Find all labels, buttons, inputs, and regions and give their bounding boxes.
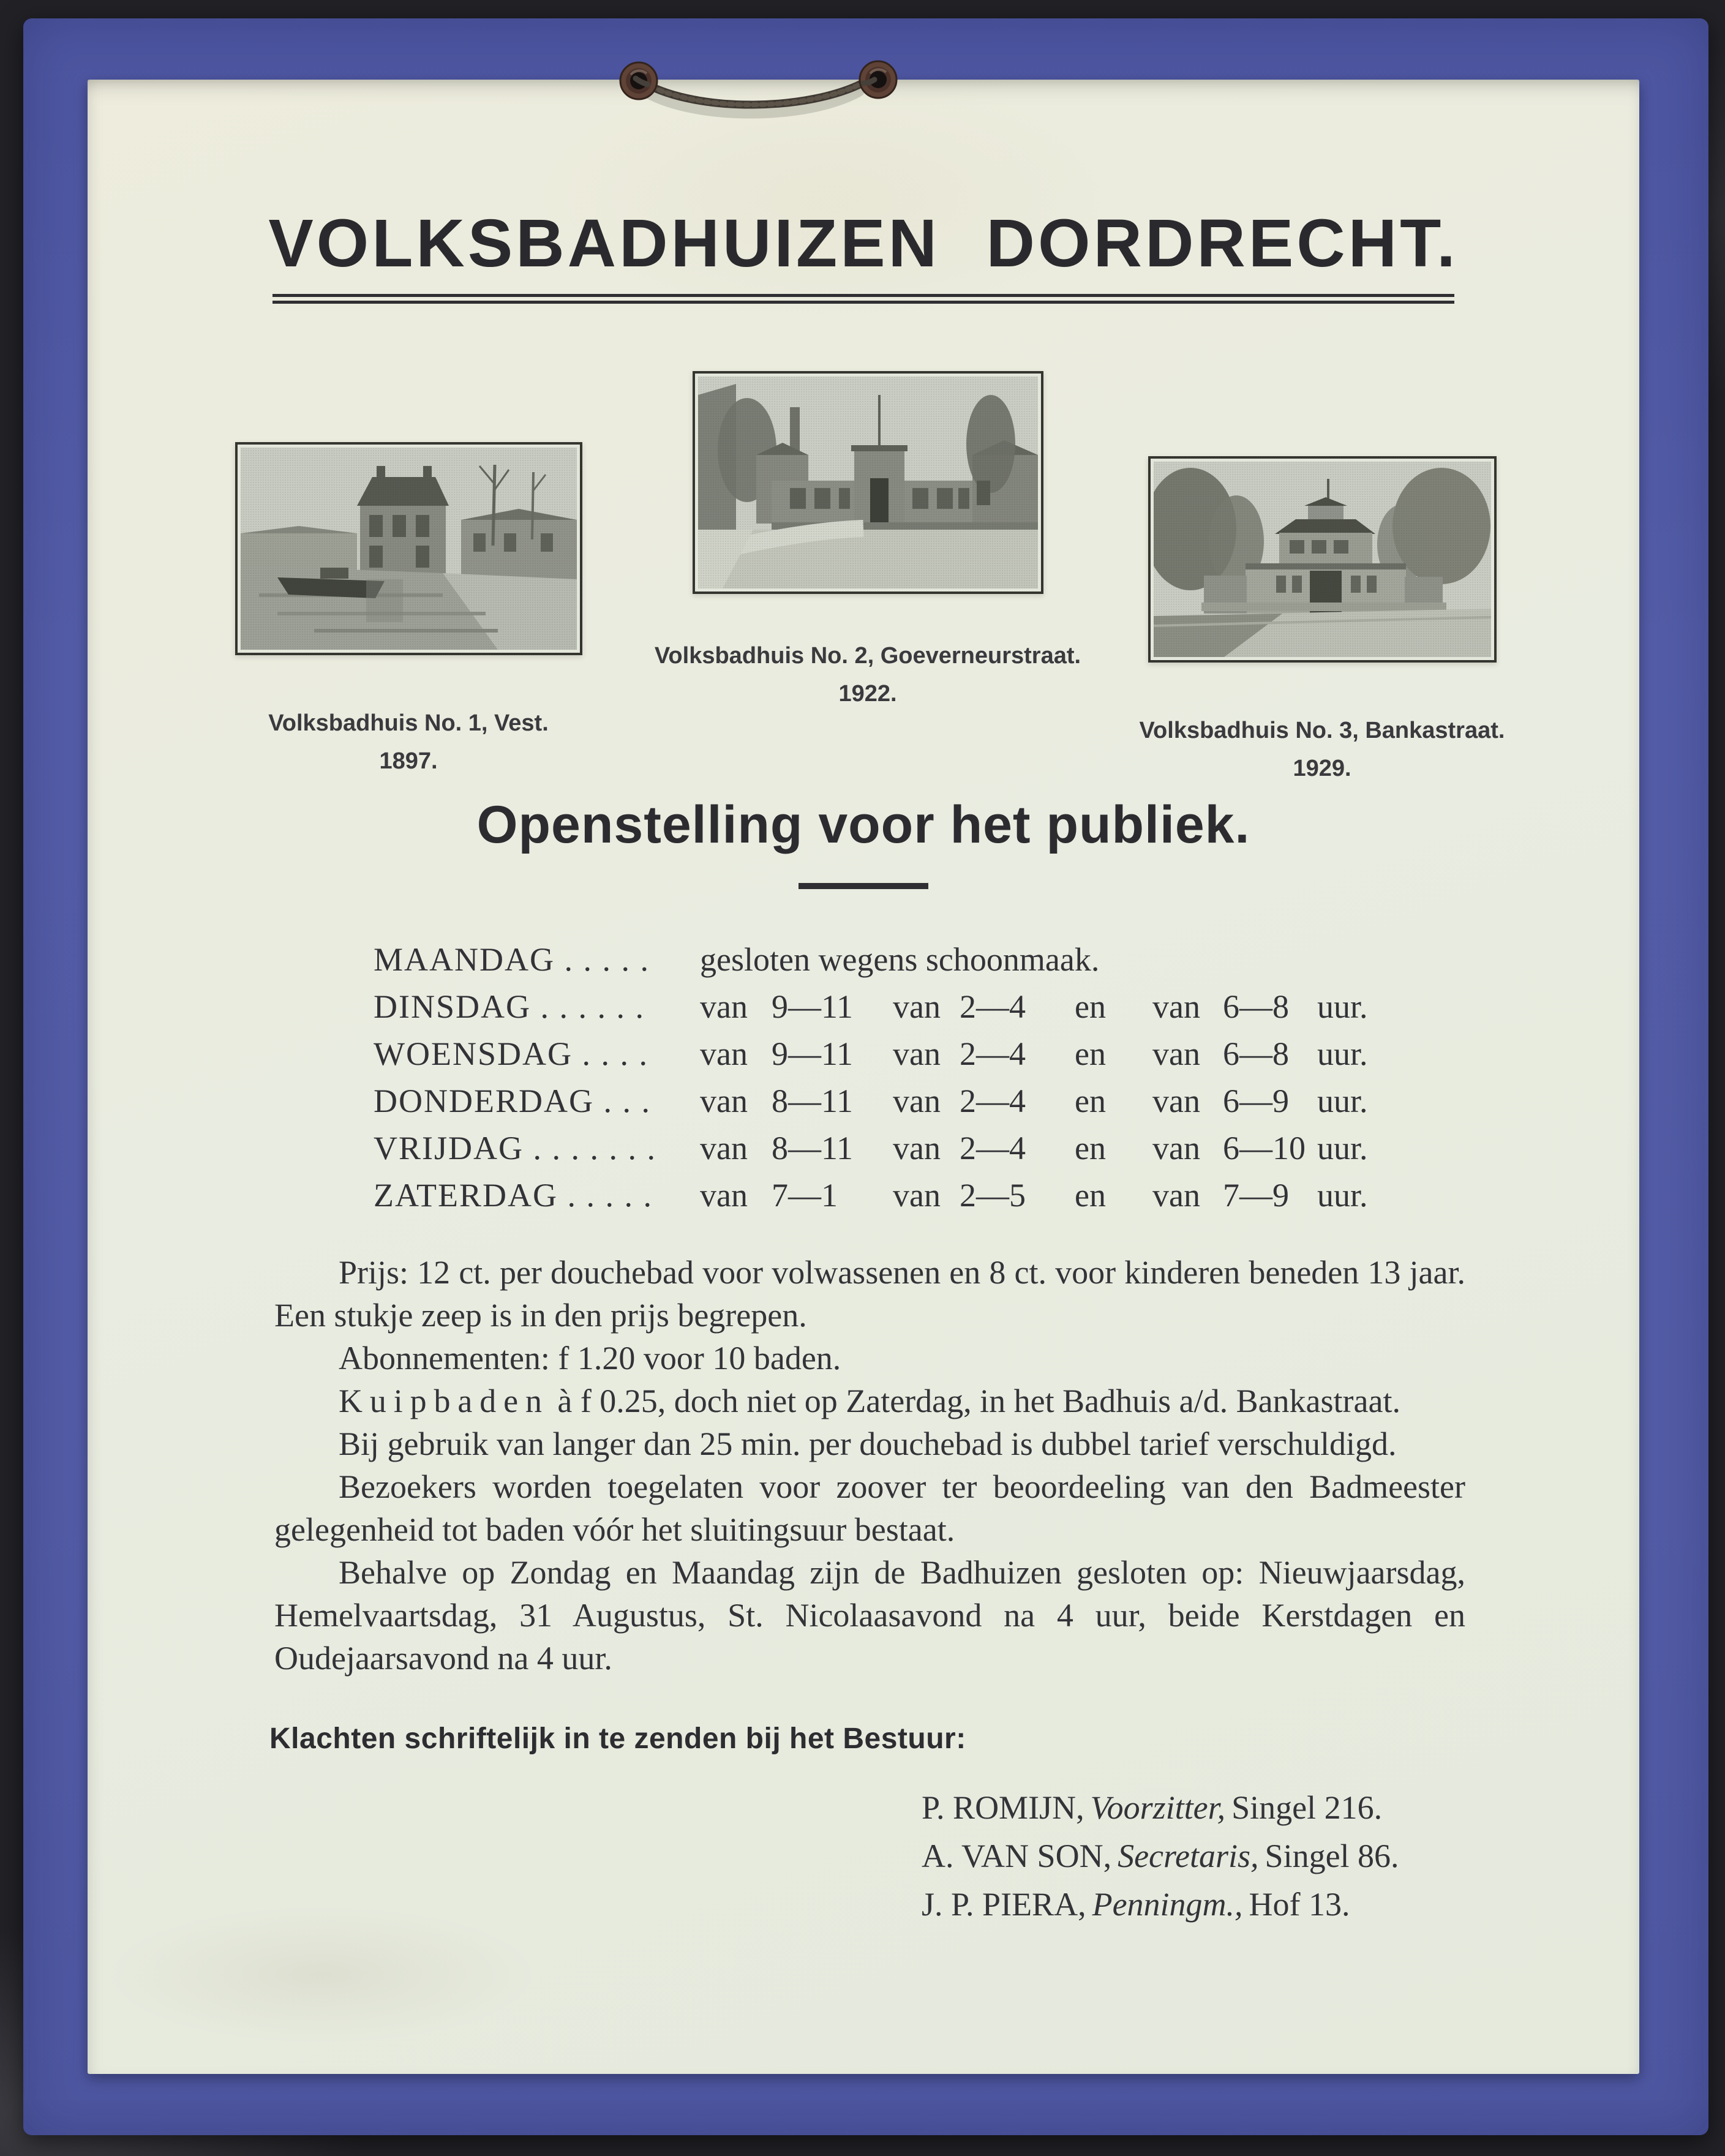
schedule-cell: 6—9 [1223,1083,1289,1119]
photo-volksbadhuis-1 [235,442,582,655]
schedule-cell: van [893,988,941,1025]
schedule-cell: van [1152,1130,1200,1166]
photo-volksbadhuis-3 [1148,456,1497,663]
schedule-cell: en [1075,1130,1106,1166]
schedule-cell: 9—11 [772,1035,853,1072]
schedule-row-dinsdag [374,983,1415,1031]
schedule-cell: van [1152,1083,1200,1119]
schedule-cell: van [700,1035,748,1072]
schedule-cell: van [1152,1177,1200,1214]
schedule-cell: van [893,1035,941,1072]
schedule-cell: uur. [1317,988,1368,1025]
schedule-cell: en [1075,1177,1106,1214]
schedule-row-zaterdag [374,1172,1415,1219]
caption-photo-3-text: Volksbadhuis No. 3, Bankastraat. [1139,718,1505,743]
title-double-rule [272,294,1454,304]
eyelet-right-icon [860,61,896,98]
schedule-cell: en [1075,1083,1106,1119]
schedule-cell: 2—4 [960,1130,1026,1166]
schedule-row-woensdag [374,1031,1415,1078]
section-heading: Openstelling voor het publiek. [476,795,1250,854]
caption-photo-2 [592,637,1143,713]
member-name: A. VAN SON, [922,1838,1112,1874]
schedule-cell: en [1075,988,1106,1025]
schedule-row-maandag [374,936,1415,983]
schedule-cell: van [700,1177,748,1214]
bathhouse-pavilion-photo-icon [1154,462,1491,657]
paragraph-visitors: Bezoekers worden toegelaten voor zoover ter beoordeeling van den Badmeester gelegenheid tot baden vóór het sluitingsuur bestaat. [274,1468,1465,1548]
schedule-cell: en [1075,1035,1106,1072]
member-address: Hof 13. [1249,1886,1350,1923]
member-address: Singel 86. [1265,1838,1399,1874]
schedule-day: DINSDAG . . . . . . [374,988,645,1025]
schedule-day: WOENSDAG . . . . [374,1035,648,1072]
schedule-cell: 6—8 [1223,1035,1289,1072]
schedule-day: MAANDAG . . . . . [374,941,650,978]
schedule-cell: 8—11 [772,1083,853,1119]
schedule-cell: 2—4 [960,988,1026,1025]
board-member-penningmeester [922,1880,1399,1929]
schedule-cell: uur. [1317,1130,1368,1166]
member-address: Singel 216. [1231,1789,1383,1826]
schedule-cell: uur. [1317,1177,1368,1214]
poster-title: VOLKSBADHUIZEN DORDRECHT. [268,206,1459,281]
caption-photo-2-text: Volksbadhuis No. 2, Goeverneurstraat. [654,643,1081,669]
schedule-cell: 2—4 [960,1035,1026,1072]
paragraph-subscriptions: Abonnementen: f 1.20 voor 10 baden. [339,1340,841,1377]
schedule-day: DONDERDAG . . . [374,1083,651,1119]
schedule-cell: 2—4 [960,1083,1026,1119]
schedule-day: VRIJDAG . . . . . . . [374,1130,657,1166]
schedule-cell: van [1152,988,1200,1025]
schedule-cell: van [700,988,748,1025]
bathhouse-canal-photo-icon [241,448,577,650]
blue-mounting-board [23,18,1708,2135]
paragraph-closing-days: Behalve op Zondag en Maandag zijn de Badhuizen gesloten op: Nieuwjaarsdag, Hemelvaartsdag, 31 Augustus, St. Nicolaasavond na 4 uur, beide Kerstdagen en Oudejaarsavond na 4 uur. [274,1554,1465,1677]
paragraph-double-tariff: Bij gebruik van langer dan 25 min. per douchebad is dubbel tarief verschuldigd. [339,1425,1397,1462]
schedule-note: gesloten wegens schoonmaak. [700,941,1100,978]
schedule-cell: 7—9 [1223,1177,1289,1214]
conditions-text [274,1251,1465,1680]
schedule-cell: 9—11 [772,988,853,1025]
caption-photo-1 [133,704,684,780]
schedule-cell: 2—5 [960,1177,1026,1214]
schedule-cell: van [700,1083,748,1119]
paragraph-prices: Prijs: 12 ct. per douchebad voor volwassenen en 8 ct. voor kinderen beneden 13 jaar. Een stukje zeep is in den prijs begrepen. [274,1254,1465,1334]
caption-photo-2-year: 1922. [838,681,897,707]
photo-volksbadhuis-2 [693,371,1043,594]
schedule-row-vrijdag [374,1125,1415,1172]
board-members-list [922,1784,1399,1929]
paragraph-tub-baths-rest: à f 0.25, doch niet op Zaterdag, in het Badhuis a/d. Bankastraat. [549,1383,1400,1419]
schedule-cell: 8—11 [772,1130,853,1166]
schedule-cell: van [700,1130,748,1166]
caption-photo-3-year: 1929. [1293,756,1351,781]
member-name: P. ROMIJN, [922,1789,1084,1826]
caption-photo-1-text: Volksbadhuis No. 1, Vest. [268,710,549,736]
section-heading-rule [799,883,928,889]
board-member-secretaris [922,1832,1399,1880]
schedule-day: ZATERDAG . . . . . [374,1177,653,1214]
schedule-row-donderdag [374,1078,1415,1125]
schedule-cell: 6—10 [1223,1130,1306,1166]
member-role: Secretaris, [1118,1838,1259,1874]
board-member-voorzitter [922,1784,1399,1832]
schedule-cell: 6—8 [1223,988,1289,1025]
paragraph-tub-baths [274,1380,1465,1422]
member-name: J. P. PIERA, [922,1886,1086,1923]
poster-paper [88,80,1639,2074]
schedule-cell: 7—1 [772,1177,838,1214]
member-role: Voorzitter, [1090,1789,1226,1826]
schedule-cell: van [893,1177,941,1214]
schedule-cell: van [1152,1035,1200,1072]
complaints-heading: Klachten schriftelijk in te zenden bij het Bestuur: [269,1722,966,1755]
member-role: Penningm., [1092,1886,1243,1923]
caption-photo-1-year: 1897. [379,748,438,774]
opening-hours-table [374,936,1415,1219]
schedule-cell: uur. [1317,1035,1368,1072]
hanging-cord-assembly [588,43,931,141]
schedule-cell: uur. [1317,1083,1368,1119]
schedule-cell: van [893,1083,941,1119]
caption-photo-3 [1047,712,1598,787]
eyelet-left-icon [620,62,657,99]
paragraph-tub-baths-lead: Kuipbaden [339,1383,549,1419]
bathhouse-street-photo-icon [698,377,1038,588]
schedule-cell: van [893,1130,941,1166]
